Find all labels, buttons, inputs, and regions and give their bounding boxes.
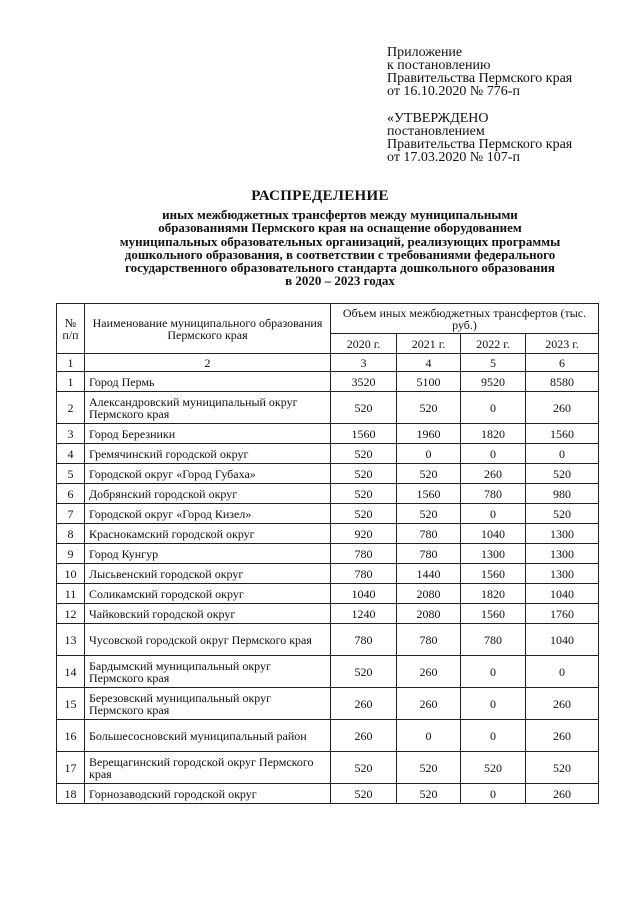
transfer-value: 5100 [397, 372, 461, 392]
column-number: 3 [331, 354, 397, 372]
header-year: 2021 г. [397, 334, 461, 354]
row-number: 6 [57, 484, 85, 504]
table-row [57, 752, 599, 784]
municipality-name: Александровский муниципальный округ Пермского края [85, 392, 331, 424]
transfer-value: 1440 [397, 564, 461, 584]
transfer-value: 1560 [461, 604, 526, 624]
header-number-line2: п/п [62, 327, 79, 342]
table-row [57, 720, 599, 752]
transfer-value: 260 [397, 656, 461, 688]
transfer-value: 780 [397, 524, 461, 544]
table-row [57, 656, 599, 688]
column-number: 1 [57, 354, 85, 372]
approval-block [387, 112, 572, 164]
subtitle-line: государственного образовательного стандарта дошкольного образования [125, 260, 555, 276]
municipality-name: Горнозаводский городской округ [85, 784, 331, 804]
row-number: 9 [57, 544, 85, 564]
column-number: 2 [85, 354, 331, 372]
subtitle-line: образованиями Пермского края на оснащение оборудованием [158, 220, 522, 236]
approval-line: Правительства Пермского края [387, 137, 573, 152]
transfer-value: 780 [331, 544, 397, 564]
transfer-value: 520 [331, 484, 397, 504]
table-row [57, 564, 599, 584]
transfer-value: 0 [526, 656, 599, 688]
column-number: 5 [461, 354, 526, 372]
transfer-value: 520 [331, 784, 397, 804]
transfer-value: 780 [331, 564, 397, 584]
subtitle-line: иных межбюджетных трансфертов между муниципальными [162, 207, 518, 222]
approval-line: постановлением [387, 124, 485, 139]
transfer-value: 520 [397, 752, 461, 784]
table-row [57, 504, 599, 524]
row-number: 3 [57, 424, 85, 444]
column-number: 6 [526, 354, 599, 372]
row-number: 16 [57, 720, 85, 752]
transfer-value: 1760 [526, 604, 599, 624]
row-number: 1 [57, 372, 85, 392]
municipality-name: Гремячинский городской округ [85, 444, 331, 464]
table-row [57, 464, 599, 484]
transfer-value: 260 [331, 720, 397, 752]
transfer-value: 1300 [526, 524, 599, 544]
transfer-value: 520 [331, 752, 397, 784]
appendix-block [387, 46, 572, 98]
transfer-value: 260 [461, 464, 526, 484]
transfer-value: 520 [331, 392, 397, 424]
subtitle-line: дошкольного образования, в соответствии с требованиями федерального [124, 246, 556, 262]
municipality-name: Верещагинский городской округ Пермского края [85, 752, 331, 784]
transfer-value: 1040 [461, 524, 526, 544]
appendix-line: от 16.10.2020 № 776-п [387, 84, 520, 99]
transfer-value: 0 [461, 444, 526, 464]
transfer-value: 1560 [331, 424, 397, 444]
appendix-line: Приложение [387, 45, 463, 60]
transfer-value: 520 [526, 752, 599, 784]
transfer-value: 520 [397, 784, 461, 804]
transfer-value: 780 [331, 624, 397, 656]
municipality-name: Бардымский муниципальный округ Пермского края [85, 656, 331, 688]
transfer-value: 1300 [461, 544, 526, 564]
transfer-value: 1040 [526, 584, 599, 604]
municipality-name: Город Пермь [85, 372, 331, 392]
transfer-value: 260 [331, 688, 397, 720]
transfer-value: 8580 [526, 372, 599, 392]
transfer-value: 260 [526, 784, 599, 804]
transfer-value: 1820 [461, 584, 526, 604]
document-subtitle [70, 208, 610, 288]
header-year: 2022 г. [461, 334, 526, 354]
table-row [57, 604, 599, 624]
municipality-name: Краснокамский городской округ [85, 524, 331, 544]
table-row [57, 544, 599, 564]
transfer-value: 520 [397, 504, 461, 524]
transfer-value: 780 [461, 624, 526, 656]
transfer-value: 520 [526, 464, 599, 484]
header-name: Наименование муниципального образования Пермского края [85, 304, 331, 354]
row-number: 13 [57, 624, 85, 656]
municipality-name: Город Кунгур [85, 544, 331, 564]
transfer-value: 520 [331, 504, 397, 524]
transfer-value: 0 [397, 444, 461, 464]
municipality-name: Лысьвенский городской округ [85, 564, 331, 584]
row-number: 14 [57, 656, 85, 688]
municipality-name: Чайковский городской округ [85, 604, 331, 624]
transfer-value: 1960 [397, 424, 461, 444]
header-year: 2023 г. [526, 334, 599, 354]
transfer-value: 520 [331, 464, 397, 484]
header-year: 2020 г. [331, 334, 397, 354]
municipality-name: Чусовской городской округ Пермского края [85, 624, 331, 656]
transfer-value: 0 [461, 688, 526, 720]
table-row [57, 524, 599, 544]
table-row [57, 624, 599, 656]
transfer-value: 0 [461, 504, 526, 524]
municipality-name: Город Березники [85, 424, 331, 444]
row-number: 4 [57, 444, 85, 464]
row-number: 10 [57, 564, 85, 584]
subtitle-line: муниципальных образовательных организаций, реализующих программы [119, 233, 561, 249]
row-number: 5 [57, 464, 85, 484]
transfer-value: 1300 [526, 564, 599, 584]
transfer-value: 520 [526, 504, 599, 524]
transfer-value: 260 [526, 720, 599, 752]
transfer-value: 920 [331, 524, 397, 544]
transfer-value: 980 [526, 484, 599, 504]
column-number: 4 [397, 354, 461, 372]
subtitle-line: в 2020 – 2023 годах [285, 273, 395, 289]
transfer-value: 1560 [461, 564, 526, 584]
transfer-value: 3520 [331, 372, 397, 392]
table-row [57, 392, 599, 424]
header-volume: Объем иных межбюджетных трансфертов (тыс. руб.) [331, 304, 599, 334]
transfer-value: 260 [526, 688, 599, 720]
transfer-value: 1240 [331, 604, 397, 624]
municipality-name: Соликамский городской округ [85, 584, 331, 604]
table-row [57, 484, 599, 504]
transfer-value: 1040 [526, 624, 599, 656]
transfer-value: 2080 [397, 584, 461, 604]
transfer-value: 0 [461, 784, 526, 804]
row-number: 12 [57, 604, 85, 624]
transfer-value: 520 [461, 752, 526, 784]
table-row [57, 424, 599, 444]
municipality-name: Добрянский городской округ [85, 484, 331, 504]
table-row [57, 372, 599, 392]
transfer-value: 1560 [397, 484, 461, 504]
transfer-value: 2080 [397, 604, 461, 624]
transfer-value: 260 [526, 392, 599, 424]
municipality-name: Березовский муниципальный округ Пермского края [85, 688, 331, 720]
table-row [57, 584, 599, 604]
transfer-value: 0 [461, 392, 526, 424]
transfer-value: 520 [331, 444, 397, 464]
header-number [57, 304, 85, 354]
transfer-value: 1820 [461, 424, 526, 444]
municipality-name: Городской округ «Город Кизел» [85, 504, 331, 524]
table-row [57, 688, 599, 720]
transfer-value: 0 [461, 656, 526, 688]
transfer-value: 780 [397, 624, 461, 656]
approval-line: «УТВЕРЖДЕНО [387, 111, 489, 126]
transfer-value: 1300 [526, 544, 599, 564]
appendix-line: к постановлению [387, 58, 491, 73]
transfer-value: 1040 [331, 584, 397, 604]
appendix-line: Правительства Пермского края [387, 71, 573, 86]
row-number: 15 [57, 688, 85, 720]
transfer-value: 260 [397, 688, 461, 720]
row-number: 18 [57, 784, 85, 804]
transfer-value: 0 [526, 444, 599, 464]
row-number: 8 [57, 524, 85, 544]
row-number: 11 [57, 584, 85, 604]
transfer-value: 780 [397, 544, 461, 564]
municipality-name: Городской округ «Город Губаха» [85, 464, 331, 484]
transfer-value: 520 [397, 464, 461, 484]
transfer-value: 1560 [526, 424, 599, 444]
header-number-line1: № [64, 315, 77, 330]
transfer-value: 9520 [461, 372, 526, 392]
transfer-value: 520 [397, 392, 461, 424]
municipality-name: Большесосновский муниципальный район [85, 720, 331, 752]
table-row [57, 444, 599, 464]
row-number: 7 [57, 504, 85, 524]
approval-line: от 17.03.2020 № 107-п [387, 150, 520, 165]
transfer-value: 0 [461, 720, 526, 752]
transfer-value: 0 [397, 720, 461, 752]
document-title: РАСПРЕДЕЛЕНИЕ [251, 188, 389, 204]
transfer-value: 520 [331, 656, 397, 688]
transfers-table [56, 303, 599, 804]
transfer-value: 780 [461, 484, 526, 504]
row-number: 2 [57, 392, 85, 424]
table-row [57, 784, 599, 804]
row-number: 17 [57, 752, 85, 784]
